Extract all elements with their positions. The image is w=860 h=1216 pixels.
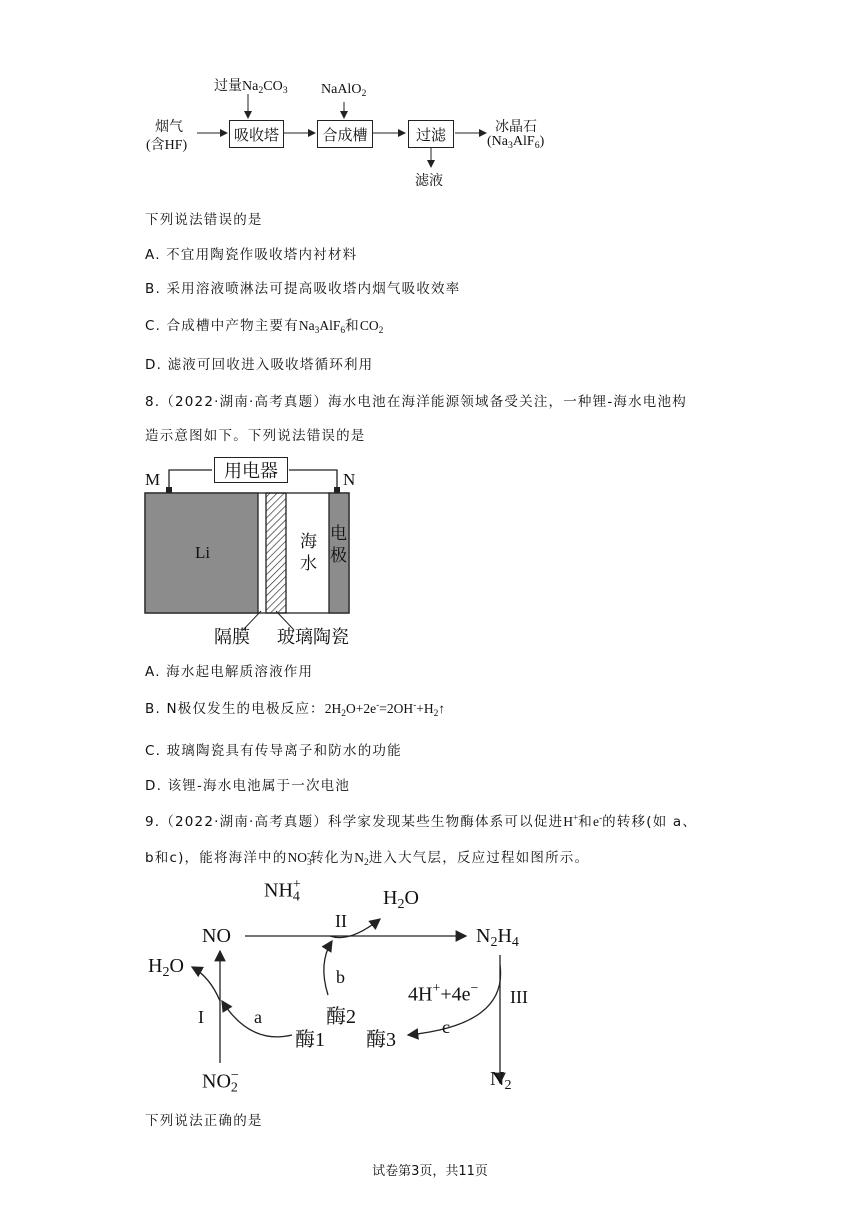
cryolite-formula-label: $(Na_3AlF_6)$ <box>487 134 545 151</box>
filter-box: 过滤 <box>408 120 454 148</box>
page-footer: 试卷第3页，共11页 <box>372 1164 488 1179</box>
battery-diagram <box>140 453 370 648</box>
terminal-m <box>166 487 172 493</box>
m-label: M <box>145 470 161 489</box>
no2-label: $NO_2^-$ <box>202 1068 239 1096</box>
li-label: Li <box>195 543 211 562</box>
h2o-left-label: $H_2O$ <box>148 955 184 981</box>
q7-option-b: B. 采用溶液喷淋法可提高吸收塔内烟气吸收效率 <box>145 281 461 297</box>
label-a: a <box>254 1007 262 1027</box>
n2h4-label: $N_2H_4$ <box>476 925 519 951</box>
device-box: 用电器 <box>214 457 288 483</box>
step-I-label: I <box>198 1007 204 1027</box>
n2-label: $N_2$ <box>490 1068 512 1094</box>
step-II-label: II <box>335 911 347 931</box>
q8-option-b: B. N极仅发生的电极反应：$2H_2O+2e^-=2OH^-+H_2↑$ <box>145 700 446 719</box>
absorption-tower-box: 吸收塔 <box>229 120 284 148</box>
seawater-label: 海水 <box>300 532 317 573</box>
filtrate-label: 滤液 <box>415 174 443 189</box>
glass-ceramic-layer <box>266 493 286 613</box>
q8-option-d: D. 该锂-海水电池属于一次电池 <box>145 778 351 794</box>
membrane-label: 隔膜 <box>214 627 250 647</box>
flue-gas-hf-label: (含HF) <box>146 138 188 153</box>
cryolite-label: 冰晶石 <box>495 120 537 135</box>
q7-option-a: A. 不宜用陶瓷作吸收塔内衬材料 <box>145 247 358 263</box>
q9-stem-line2: b和c)，能将海洋中的$NO_3^-$转化为$N_2$进入大气层，反应过程如图所示。 <box>145 849 590 868</box>
synthesis-tank-box: 合成槽 <box>317 120 373 148</box>
q8-option-a: A. 海水起电解质溶液作用 <box>145 664 314 680</box>
q7-option-d: D. 滤液可回收进入吸收塔循环利用 <box>145 357 374 373</box>
enzyme3-label: 酶3 <box>366 1029 396 1051</box>
step-III-label: III <box>510 987 528 1007</box>
arrow-b <box>324 941 332 995</box>
glass-ceramic-label: 玻璃陶瓷 <box>277 627 349 647</box>
enzyme1-label: 酶1 <box>295 1029 325 1051</box>
n-label: N <box>343 470 356 489</box>
nh4-label: $NH_4^+$ <box>264 877 301 905</box>
electrode-label: 电极 <box>330 524 347 565</box>
q7-option-c: C. 合成槽中产物主要有$Na_3AlF_6$和$CO_2$ <box>145 318 384 336</box>
reagent-naalo2-label: NaAlO$_2$ <box>321 82 367 99</box>
q7-prompt: 下列说法错误的是 <box>145 212 263 228</box>
q9-prompt: 下列说法正确的是 <box>145 1113 263 1129</box>
wire-right <box>289 470 337 489</box>
flowchart <box>0 0 860 200</box>
q8-option-c: C. 玻璃陶瓷具有传导离子和防水的功能 <box>145 743 402 759</box>
wire-left <box>169 470 212 489</box>
h2o-top-label: $H_2O$ <box>383 887 419 913</box>
no-label: NO <box>202 925 231 947</box>
h-plus-e-label: 4H++4e− <box>408 981 479 1006</box>
terminal-n <box>334 487 340 493</box>
enzyme-pathway-diagram <box>140 875 540 1100</box>
label-c: c <box>442 1017 450 1037</box>
flue-gas-label: 烟气 <box>155 120 183 135</box>
q8-stem-line1: 8.（2022·湖南·高考真题）海水电池在海洋能源领域备受关注，一种锂-海水电池构 <box>145 394 687 410</box>
q8-stem-line2: 造示意图如下。下列说法错误的是 <box>145 428 366 444</box>
enzyme2-label: 酶2 <box>326 1006 356 1028</box>
reagent-na2co3-label: 过量$Na_2CO_3$ <box>214 79 288 96</box>
arrow-to-h2o-left <box>192 967 220 1001</box>
q9-stem-line1: 9.（2022·湖南·高考真题）科学家发现某些生物酶体系可以促进H+和e-的转移(如 a、 <box>145 813 698 830</box>
label-b: b <box>336 967 345 987</box>
